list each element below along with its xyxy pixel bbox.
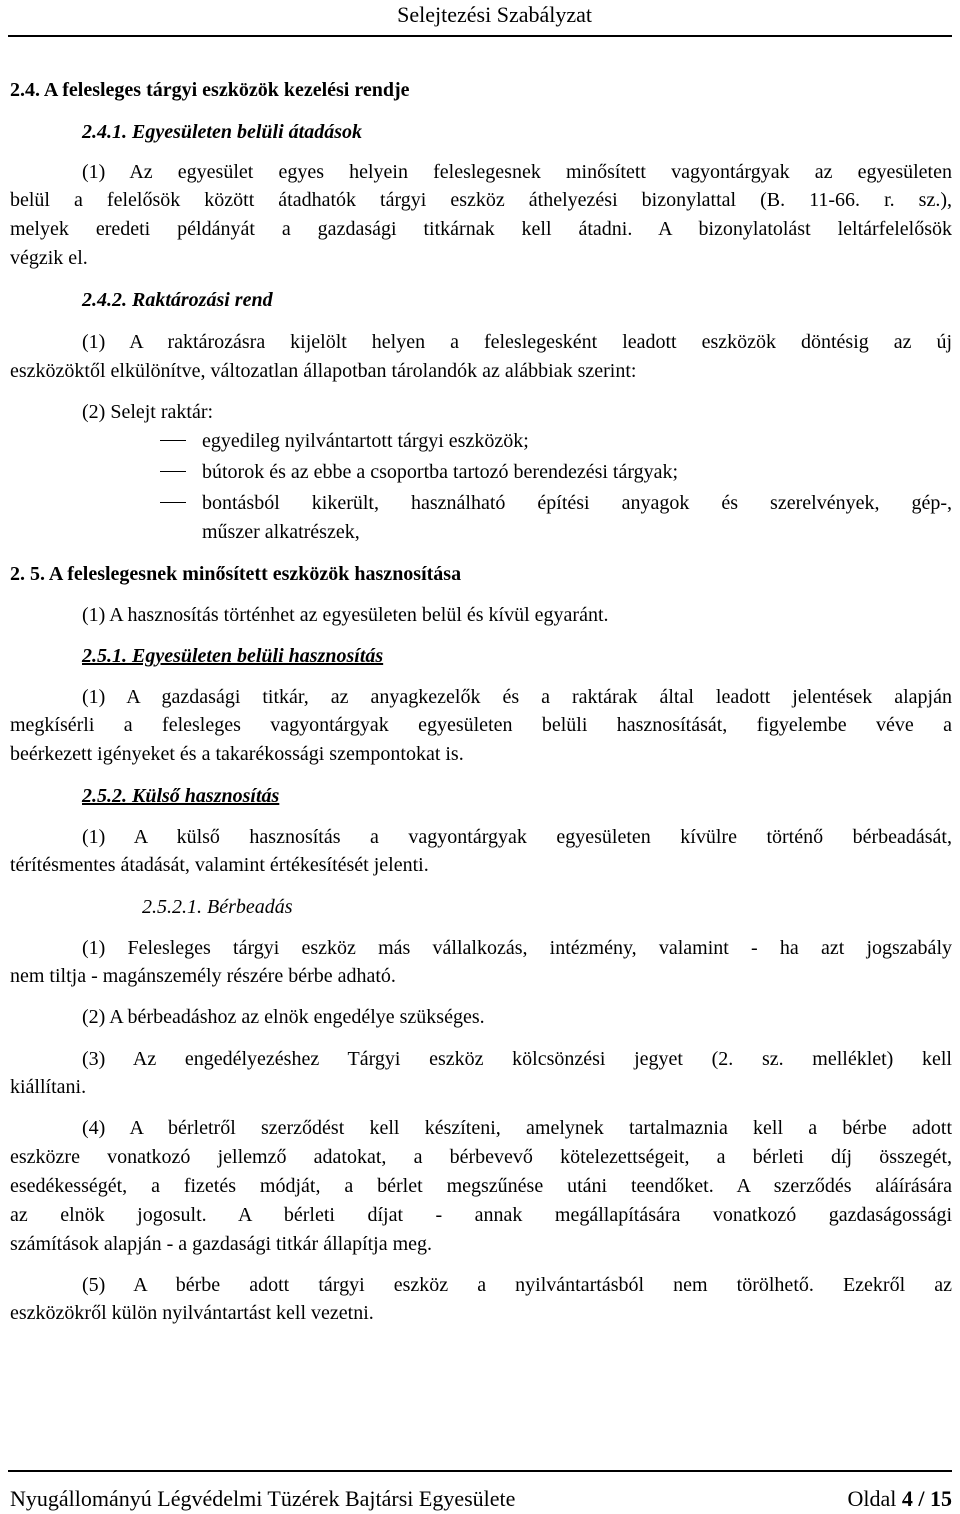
paragraph-line: (5) A bérbe adott tárgyi eszköz a nyilvántartásból nem törölhető. Ezekről az: [82, 1274, 952, 1296]
list-bullet-dash: [160, 471, 186, 472]
list-item: bontásból kikerült, használható építési anyagok és szerelvények, gép-,: [202, 492, 952, 514]
heading-2-4-1: 2.4.1. Egyesületen belüli átadások: [82, 121, 362, 143]
list-item: egyedileg nyilvántartott tárgyi eszközök;: [202, 430, 529, 452]
page-total: 15: [930, 1486, 952, 1511]
heading-2-5: 2. 5. A feleslegesnek minősített eszközök hasznosítása: [10, 563, 462, 585]
paragraph-line: (3) Az engedélyezéshez Tárgyi eszköz kölcsönzési jegyet (2. sz. melléklet) kell: [82, 1048, 952, 1070]
heading-2-5-2-1: 2.5.2.1. Bérbeadás: [142, 896, 293, 918]
heading-2-5-2: 2.5.2. Külső hasznosítás: [82, 785, 280, 807]
paragraph-line: kiállítani.: [10, 1076, 87, 1098]
paragraph-line: belül a felelősök között átadhatók tárgyi eszköz áthelyezési bizonylattal (B. 11-66. r. sz.),: [10, 189, 952, 211]
footer-organization: Nyugállományú Légvédelmi Tüzérek Bajtársi Egyesülete: [10, 1486, 516, 1511]
paragraph-line: eszközöktől elkülönítve, változatlan állapotban tárolandók az alábbiak szerint:: [10, 360, 637, 382]
paragraph-line: (1) Az egyesület egyes helyein feleslegesnek minősített vagyontárgyak az egyesületen: [82, 161, 952, 183]
paragraph-selejt-raktar: (2) Selejt raktár:: [82, 401, 214, 423]
paragraph-line: (2) A bérbeadáshoz az elnök engedélye szükséges.: [82, 1006, 485, 1028]
paragraph-line: esedékességét, a fizetés módját, a bérlet megszűnése utáni teendőket. A szerződés aláírására: [10, 1175, 952, 1197]
heading-2-4: 2.4. A felesleges tárgyi eszközök kezelési rendje: [10, 79, 410, 101]
page-header-title: Selejtezési Szabályzat: [397, 2, 592, 27]
page-current: 4: [901, 1486, 913, 1511]
paragraph-line: (1) Felesleges tárgyi eszköz más vállalkozás, intézmény, valamint - ha azt jogszabály: [82, 937, 952, 959]
footer-divider: [8, 1470, 952, 1472]
paragraph-line: nem tiltja - magánszemély részére bérbe adható.: [10, 965, 396, 987]
header-divider: [8, 35, 952, 37]
list-bullet-dash: [160, 502, 186, 503]
paragraph-line: (1) A raktározásra kijelölt helyen a feleslegesként leadott eszközök döntésig az új: [82, 331, 952, 353]
heading-2-4-2: 2.4.2. Raktározási rend: [82, 289, 273, 311]
paragraph-line: térítésmentes átadását, valamint értékesítését jelenti.: [10, 854, 429, 876]
page-separator: /: [912, 1486, 930, 1511]
paragraph-line: eszközökről külön nyilvántartást kell vezetni.: [10, 1302, 374, 1324]
paragraph-line: (1) A külső hasznosítás a vagyontárgyak egyesületen kívülre történő bérbeadását,: [82, 826, 952, 848]
paragraph-line: számítások alapján - a gazdasági titkár állapítja meg.: [10, 1233, 433, 1255]
paragraph-line: (1) A hasznosítás történhet az egyesületen belül és kívül egyaránt.: [82, 604, 609, 626]
paragraph-line: az elnök jogosult. A bérleti díjat - annak megállapítására vonatkozó gazdaságossági: [10, 1204, 952, 1226]
list-item: bútorok és az ebbe a csoportba tartozó berendezési tárgyak;: [202, 461, 679, 483]
heading-2-5-1: 2.5.1. Egyesületen belüli hasznosítás: [82, 645, 384, 667]
list-item-continuation: műszer alkatrészek,: [202, 521, 360, 543]
page-label: Oldal: [847, 1486, 897, 1511]
page-number: [847, 1484, 952, 1514]
paragraph-line: beérkezett igényeket és a takarékossági szempontokat is.: [10, 743, 464, 765]
paragraph-line: (1) A gazdasági titkár, az anyagkezelők és a raktárak által leadott jelentések alapján: [82, 686, 952, 708]
paragraph-line: (4) A bérletről szerződést kell készíteni, amelynek tartalmaznia kell a bérbe adott: [82, 1117, 952, 1139]
list-bullet-dash: [160, 440, 186, 441]
paragraph-line: melyek eredeti példányát a gazdasági titkárnak kell átadni. A bizonylatolást leltárfelelősök: [10, 218, 952, 240]
paragraph-line: végzik el.: [10, 247, 88, 269]
paragraph-line: eszközre vonatkozó jellemző adatokat, a bérbevevő kötelezettségeit, a bérleti díj összegét,: [10, 1146, 952, 1168]
paragraph-line: megkísérli a felesleges vagyontárgyak egyesületen belüli hasznosítását, figyelembe véve a: [10, 714, 952, 736]
